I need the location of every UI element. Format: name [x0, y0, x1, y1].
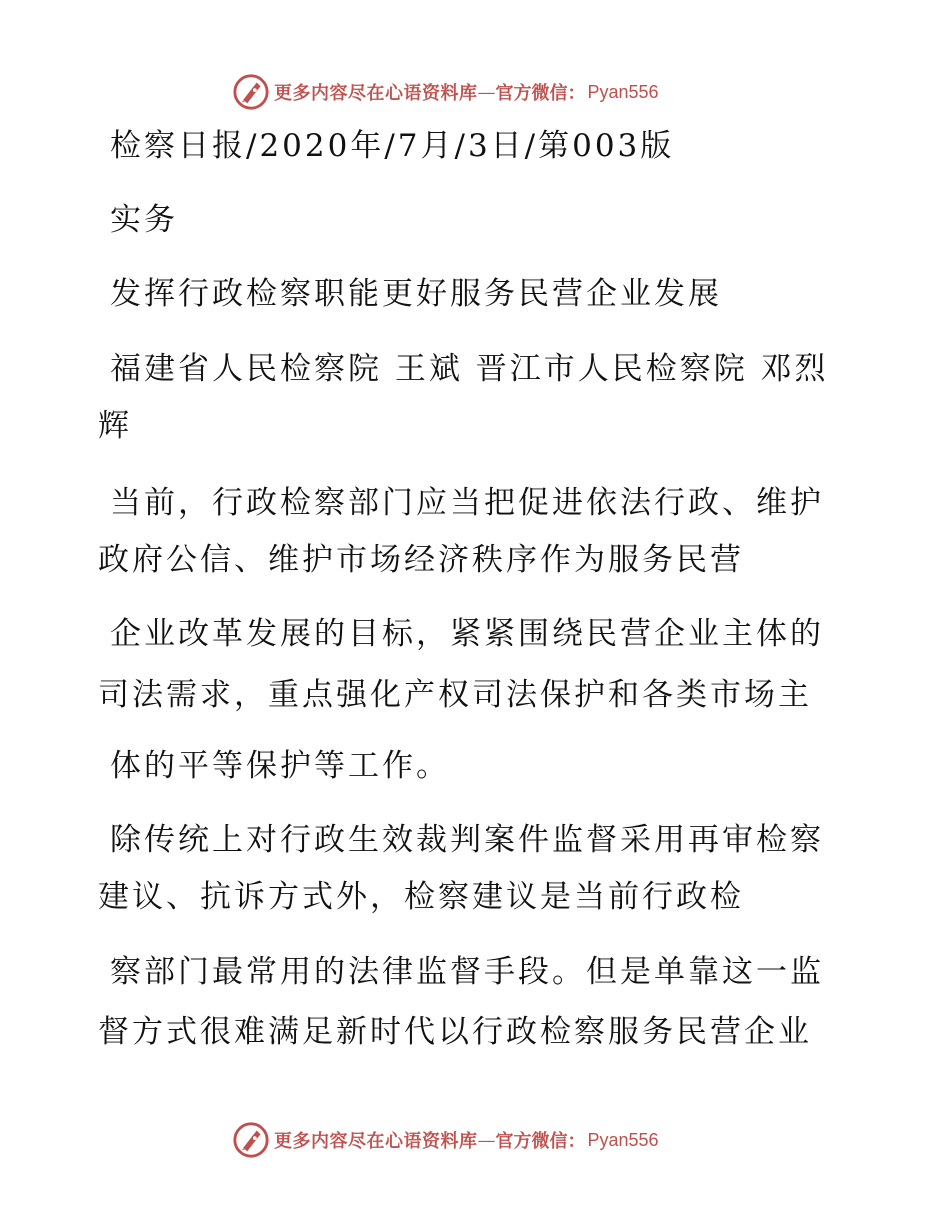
watermark-dash: —: [477, 81, 496, 103]
body-line: 当前，行政检察部门应当把促进依法行政、维护: [110, 485, 824, 521]
pen-logo-icon: [232, 1121, 270, 1159]
body-line: 除传统上对行政生效裁判案件监督采用再审检察: [110, 822, 824, 858]
watermark-wechat-label: 官方微信：: [495, 83, 586, 104]
body-line: 政府公信、维护市场经济秩序作为服务民营: [98, 542, 744, 578]
watermark-wechat-id: Pyan556: [587, 1129, 659, 1150]
section-label: 实务: [110, 202, 178, 238]
body-line: 司法需求，重点强化产权司法保护和各类市场主: [98, 677, 812, 713]
dateline: 检察日报/2020年/7月/3日/第003版: [110, 128, 675, 164]
author-line: 辉: [98, 408, 132, 444]
footer-watermark: [232, 1120, 659, 1160]
header-watermark: [232, 72, 659, 112]
watermark-wechat-id: Pyan556: [587, 81, 659, 102]
body-line: 建议、抗诉方式外，检察建议是当前行政检: [98, 879, 744, 915]
watermark-text: 更多内容尽在心语资料库: [274, 1131, 478, 1152]
watermark-dash: —: [477, 1129, 496, 1151]
watermark-wechat-label: 官方微信：: [495, 1131, 586, 1152]
body-line: 督方式很难满足新时代以行政检察服务民营企业: [98, 1014, 812, 1050]
article-title: 发挥行政检察职能更好服务民营企业发展: [110, 276, 722, 312]
author-line: 福建省人民检察院 王斌 晋江市人民检察院 邓烈: [110, 351, 829, 387]
watermark-text: 更多内容尽在心语资料库: [274, 83, 478, 104]
body-line: 企业改革发展的目标，紧紧围绕民营企业主体的: [110, 616, 824, 652]
body-line: 察部门最常用的法律监督手段。但是单靠这一监: [110, 954, 824, 990]
body-line: 体的平等保护等工作。: [110, 748, 450, 784]
pen-logo-icon: [232, 73, 270, 111]
